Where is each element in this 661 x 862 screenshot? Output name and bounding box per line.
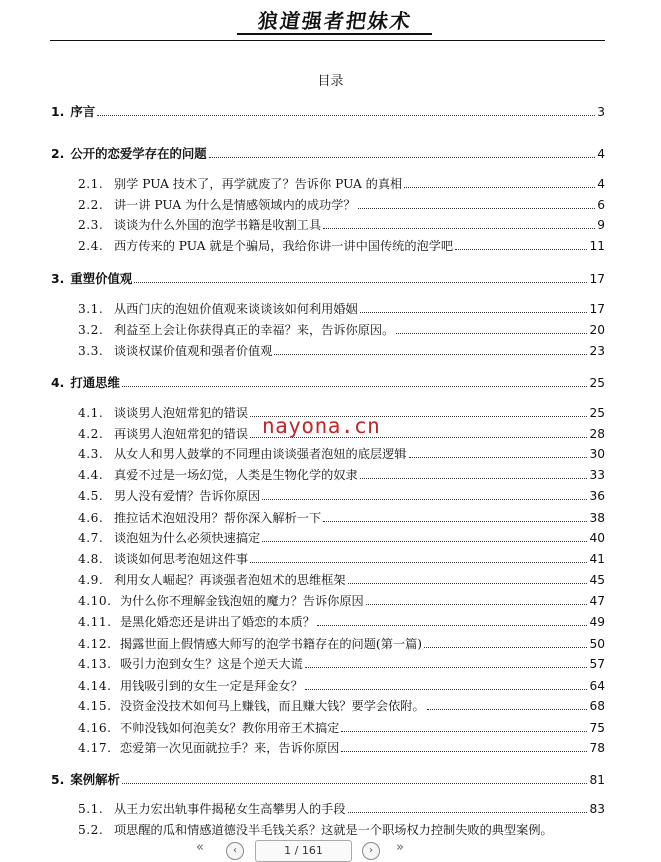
toc-entry-number: 2. (51, 146, 65, 161)
toc-section-entry[interactable] (51, 144, 605, 162)
toc-page-number: 30 (589, 447, 605, 461)
toc-entry-number: 3.3. (78, 344, 104, 358)
toc-subsection-entry[interactable] (78, 654, 605, 672)
toc-entry-title: 从王力宏出轨事件揭秘女生高攀男人的手段 (114, 802, 346, 816)
dot-leader (427, 708, 588, 710)
dot-leader (404, 186, 595, 188)
prev-page-button[interactable]: ‹ (226, 842, 244, 860)
toc-entry-title: 利用女人崛起？再谈强者泡妞术的思维框架 (114, 573, 346, 587)
toc-subsection-entry[interactable] (78, 486, 605, 504)
toc-entry-number: 4.11. (78, 615, 112, 629)
toc-page-number: 4 (597, 177, 605, 191)
toc-page-number: 78 (589, 741, 605, 755)
toc-subsection-entry[interactable] (78, 195, 605, 213)
toc-entry-title: 谈谈如何思考泡妞这件事 (114, 552, 249, 566)
toc-entry-title: 用钱吸引到的女生一定是拜金女？ (120, 679, 303, 693)
book-title: 狼道强者把妹术 (256, 9, 414, 33)
toc-entry-title: 谈泡妞为什么必须快速搞定 (114, 531, 261, 545)
toc-entry-number: 1. (51, 104, 65, 119)
toc-subsection-entry[interactable] (78, 676, 605, 694)
toc-entry-title: 是黑化婚恋还是讲出了婚恋的本质？ (120, 615, 315, 629)
toc-page-number: 38 (589, 511, 605, 525)
toc-subsection-entry[interactable] (78, 718, 605, 736)
toc-heading: 目录 (317, 74, 344, 89)
toc-entry-title: 案例解析 (70, 772, 120, 787)
toc-entry-title: 揭露世面上假情感大师写的泡学书籍存在的问题(第一篇) (120, 637, 423, 651)
dot-leader (323, 227, 595, 229)
toc-entry-number: 3.1. (78, 302, 104, 316)
toc-entry-title: 没资金没技术如何马上赚钱，而且赚大钱？要学会依附。 (120, 699, 425, 713)
toc-entry-number: 4.16. (78, 721, 112, 735)
dot-leader (424, 646, 587, 648)
toc-entry-number: 4.2. (78, 427, 104, 441)
toc-subsection-entry[interactable] (78, 696, 605, 714)
toc-entry-title: 不帅没钱如何泡美女？教你用帝王术搞定 (120, 721, 340, 735)
dot-leader (409, 456, 588, 458)
dot-leader (209, 156, 596, 158)
toc-entry-title: 公开的恋爱学存在的问题 (70, 146, 207, 161)
toc-page-number: 25 (589, 406, 605, 420)
toc-entry-number: 3. (51, 271, 65, 286)
toc-entry-number: 4.5. (78, 489, 104, 503)
toc-subsection-entry[interactable] (78, 528, 605, 546)
toc-entry-title: 利益至上会让你获得真正的幸福？来，告诉你原因。 (114, 323, 395, 337)
dot-leader (305, 666, 588, 668)
watermark: nayona.cn (262, 414, 381, 438)
dot-leader (317, 624, 587, 626)
toc-entry-number: 4.1. (78, 406, 104, 420)
toc-page-number: 50 (589, 637, 605, 651)
toc-page-number: 64 (589, 679, 605, 693)
toc-subsection-entry[interactable] (78, 799, 605, 817)
toc-page-number: 68 (589, 699, 605, 713)
toc-entry-title: 推拉话术泡妞没用？帮你深入解析一下 (114, 511, 322, 525)
toc-entry-number: 2.2. (78, 198, 104, 212)
dot-leader (358, 207, 596, 209)
toc-entry-title: 重塑价值观 (70, 271, 133, 286)
toc-page-number: 41 (589, 552, 605, 566)
toc-entry-title: 真爱不过是一场幻觉，人类是生物化学的奴隶 (114, 468, 358, 482)
toc-section-entry[interactable] (51, 102, 605, 120)
dot-leader (274, 353, 587, 355)
toc-entry-number: 4.10. (78, 594, 112, 608)
toc-entry-title: 别学 PUA 技术了，再学就废了？告诉你 PUA 的真相 (114, 177, 403, 191)
toc-page-number: 45 (589, 573, 605, 587)
toc-entry-title: 男人没有爱情？告诉你原因 (114, 489, 261, 503)
toc-subsection-entry[interactable] (78, 299, 605, 317)
toc-entry-number: 5.2. (78, 823, 104, 837)
toc-subsection-entry[interactable] (78, 508, 605, 526)
dot-leader (134, 281, 587, 283)
toc-section-entry[interactable] (51, 373, 605, 391)
toc-page-number: 47 (589, 594, 605, 608)
dot-leader (360, 477, 588, 479)
toc-entry-number: 3.2. (78, 323, 104, 337)
toc-page-number: 49 (589, 615, 605, 629)
toc-entry-number: 4. (51, 375, 65, 390)
toc-page-number: 4 (597, 147, 605, 161)
toc-page-number: 3 (597, 105, 605, 119)
dot-leader (341, 750, 587, 752)
toc-entry-number: 2.4. (78, 239, 104, 253)
toc-page-number: 57 (589, 657, 605, 671)
toc-subsection-entry[interactable] (78, 549, 605, 567)
dot-leader (396, 332, 587, 334)
toc-section-entry[interactable] (51, 770, 605, 788)
toc-subsection-entry[interactable] (78, 236, 605, 254)
toc-page-number: 36 (589, 489, 605, 503)
dot-leader (122, 385, 588, 387)
dot-leader (262, 498, 587, 500)
toc-page-number: 9 (597, 218, 605, 232)
toc-page-number: 25 (589, 376, 605, 390)
toc-entry-number: 4.8. (78, 552, 104, 566)
last-page-icon[interactable]: » (396, 840, 404, 855)
toc-entry-number: 5.1. (78, 802, 104, 816)
toc-entry-number: 4.15. (78, 699, 112, 713)
toc-entry-number: 2.3. (78, 218, 104, 232)
dot-leader (360, 311, 588, 313)
toc-section-entry[interactable] (51, 269, 605, 287)
toc-entry-number: 4.9. (78, 573, 104, 587)
toc-subsection-entry[interactable] (78, 174, 605, 192)
toc-subsection-entry[interactable] (78, 320, 605, 338)
viewer-toolbar (150, 838, 530, 862)
toc-subsection-entry[interactable] (78, 591, 605, 609)
dot-leader (341, 730, 587, 732)
toc-page-number: 28 (589, 427, 605, 441)
toc-subsection-entry[interactable] (78, 215, 605, 233)
toc-subsection-entry[interactable] (78, 465, 605, 483)
toc-entry-number: 4.3. (78, 447, 104, 461)
toc-entry-title: 再谈男人泡妞常犯的错误 (114, 427, 249, 441)
toc-entry-number: 4.13. (78, 657, 112, 671)
dot-leader (366, 603, 588, 605)
toc-page-number: 6 (597, 198, 605, 212)
toc-page-number: 11 (589, 239, 605, 253)
toc-entry-title: 讲一讲 PUA 为什么是情感领域内的成功学？ (114, 198, 356, 212)
dot-leader (323, 520, 587, 522)
toc-page-number: 17 (589, 272, 605, 286)
toc-page-number: 75 (589, 721, 605, 735)
dot-leader (262, 540, 587, 542)
toc-entry-number: 4.6. (78, 511, 104, 525)
toc-page-number: 17 (589, 302, 605, 316)
toc-page-number: 83 (589, 802, 605, 816)
toc-subsection-entry[interactable] (78, 570, 605, 588)
toc-entry-title: 恋爱第一次见面就拉手？来，告诉你原因 (120, 741, 340, 755)
dot-leader (455, 248, 587, 250)
toc-entry-number: 4.14. (78, 679, 112, 693)
dot-leader (348, 582, 588, 584)
toc-entry-title: 为什么你不理解金钱泡妞的魔力？告诉你原因 (120, 594, 364, 608)
toc-entry-title: 从女人和男人鼓掌的不同理由谈谈强者泡妞的底层逻辑 (114, 447, 407, 461)
dot-leader (97, 114, 595, 116)
toc-entry-title: 谈谈权谋价值观和强者价值观 (114, 344, 273, 358)
toc-entry-title: 序言 (70, 104, 96, 119)
toc-entry-title: 打通思维 (70, 375, 120, 390)
toc-page-number: 33 (589, 468, 605, 482)
toc-entry-number: 4.4. (78, 468, 104, 482)
toc-entry-title: 从西门庆的泡妞价值观来谈谈该如何利用婚姻 (114, 302, 358, 316)
toc-entry-title: 谈谈为什么外国的泡学书籍是收割工具 (114, 218, 322, 232)
toc-subsection-entry[interactable] (78, 341, 605, 359)
dot-leader (250, 561, 587, 563)
toc-subsection-entry[interactable] (78, 820, 605, 838)
first-page-icon[interactable]: « (196, 840, 204, 855)
next-page-button[interactable]: › (362, 842, 380, 860)
toc-page-number: 20 (589, 323, 605, 337)
page-indicator[interactable]: 1 / 161 (255, 840, 352, 862)
toc-entry-title: 西方传来的 PUA 就是个骗局，我给你讲一讲中国传统的泡学吧 (114, 239, 454, 253)
dot-leader (305, 688, 588, 690)
dot-leader (348, 811, 588, 813)
toc-subsection-entry[interactable] (78, 634, 605, 652)
toc-page-number: 81 (589, 773, 605, 787)
toc-subsection-entry[interactable] (78, 738, 605, 756)
toc-subsection-entry[interactable] (78, 612, 605, 630)
toc-entry-title: 吸引力泡到女生？这是个逆天大谎 (120, 657, 303, 671)
toc-entry-number: 4.7. (78, 531, 104, 545)
toc-subsection-entry[interactable] (78, 444, 605, 462)
toc-page-number: 40 (589, 531, 605, 545)
toc-entry-title: 谈谈男人泡妞常犯的错误 (114, 406, 249, 420)
toc-entry-number: 4.12. (78, 637, 112, 651)
dot-leader (122, 782, 588, 784)
toc-entry-title: 项思醒的瓜和情感道德没半毛钱关系？这就是一个职场权力控制失败的典型案例。 (114, 823, 553, 837)
toc-entry-number: 4.17. (78, 741, 112, 755)
toc-page-number: 23 (589, 344, 605, 358)
toc-entry-number: 5. (51, 772, 65, 787)
toc-entry-number: 2.1. (78, 177, 104, 191)
